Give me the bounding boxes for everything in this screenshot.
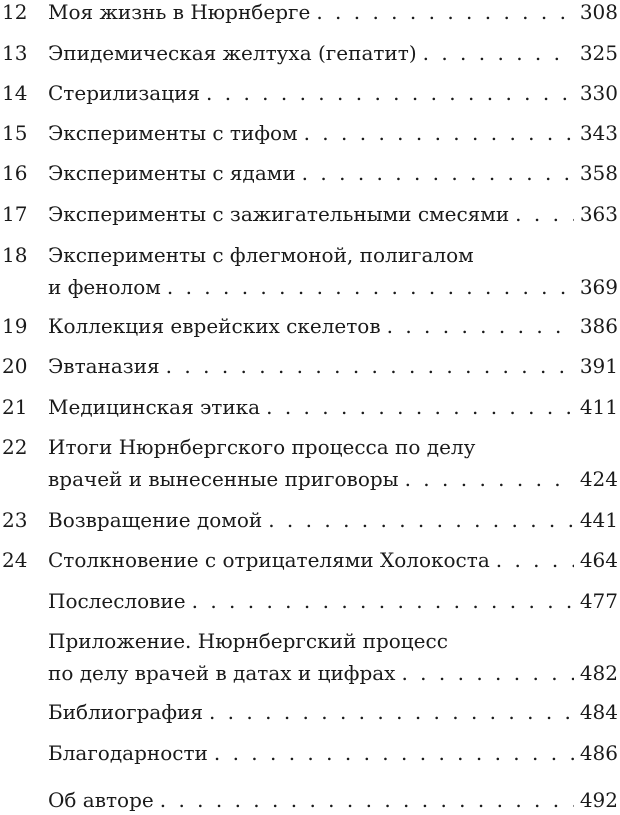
- entry-title: Эксперименты с тифом: [48, 121, 298, 145]
- dot-leader: [192, 586, 574, 616]
- toc-entry[interactable]: [0, 311, 620, 341]
- entry-title: Возвращение домой: [48, 508, 263, 532]
- toc-entry[interactable]: [0, 626, 620, 688]
- page-number: 325: [579, 41, 618, 65]
- toc-entry[interactable]: [0, 392, 620, 422]
- chapter-number: 22: [2, 435, 28, 459]
- dot-leader: [316, 0, 574, 27]
- chapter-number: 19: [2, 314, 28, 338]
- page-number: 492: [579, 788, 618, 812]
- entry-leader-line: [48, 118, 618, 148]
- entry-title-line: Эксперименты с флегмоной, полигалом: [48, 243, 474, 267]
- chapter-number: 14: [2, 81, 28, 105]
- toc-entry[interactable]: [0, 505, 620, 535]
- entry-title: Библиография: [48, 700, 203, 724]
- dot-leader: [304, 118, 574, 148]
- entry-title-line: Итоги Нюрнбергского процесса по делу: [48, 435, 476, 459]
- dot-leader: [167, 272, 574, 302]
- dot-leader: [515, 199, 574, 229]
- dot-leader: [496, 545, 574, 575]
- chapter-number: 23: [2, 508, 28, 532]
- dot-leader: [401, 658, 573, 688]
- chapter-number: 15: [2, 121, 28, 145]
- toc-entry[interactable]: [0, 0, 620, 27]
- entry-title: Столкновение с отрицателями Холокоста: [48, 548, 490, 572]
- toc-entry[interactable]: [0, 199, 620, 229]
- toc-entry[interactable]: [0, 432, 620, 494]
- chapter-number: 13: [2, 41, 28, 65]
- entry-leader-line: [48, 272, 618, 302]
- toc-entry[interactable]: [0, 738, 620, 768]
- page-number: 484: [579, 700, 618, 724]
- entry-leader-line: [48, 658, 618, 688]
- page-number: 441: [579, 508, 618, 532]
- toc-entry[interactable]: [0, 586, 620, 616]
- page-number: 477: [579, 589, 618, 613]
- chapter-number: 18: [2, 243, 28, 267]
- toc-entry[interactable]: [0, 78, 620, 108]
- page-number: 369: [579, 275, 618, 299]
- entry-leader-line: [48, 697, 618, 727]
- page-number: 330: [579, 81, 618, 105]
- entry-title: Об авторе: [48, 788, 154, 812]
- entry-title: Благодарности: [48, 741, 208, 765]
- toc-entry[interactable]: [0, 697, 620, 727]
- entry-title: Эксперименты с зажигательными смесями: [48, 202, 510, 226]
- entry-title: Эпидемическая желтуха (гепатит): [48, 41, 417, 65]
- chapter-number: 20: [2, 354, 28, 378]
- entry-leader-line: [48, 505, 618, 535]
- entry-title: Эвтаназия: [48, 354, 160, 378]
- entry-leader-line: [48, 586, 618, 616]
- toc-entry[interactable]: [0, 545, 620, 575]
- page-number: 308: [579, 0, 618, 24]
- page-number: 363: [579, 202, 618, 226]
- dot-leader: [266, 392, 574, 422]
- chapter-number: 21: [2, 395, 28, 419]
- chapter-number: 17: [2, 202, 28, 226]
- page-number: 482: [579, 661, 618, 685]
- dot-leader: [423, 38, 574, 68]
- toc-entry[interactable]: [0, 351, 620, 381]
- entry-title-line: Приложение. Нюрнбергский процесс: [48, 629, 448, 653]
- page-number: 411: [579, 395, 618, 419]
- entry-title: Медицинская этика: [48, 395, 261, 419]
- entry-leader-line: [48, 392, 618, 422]
- entry-leader-line: [48, 545, 618, 575]
- entry-title: Моя жизнь в Нюрнберге: [48, 0, 311, 24]
- page-number: 386: [579, 314, 618, 338]
- dot-leader: [160, 785, 574, 815]
- toc-entry[interactable]: [0, 240, 620, 302]
- entry-title: и фенолом: [48, 275, 161, 299]
- page-number: 358: [579, 161, 618, 185]
- toc-entry[interactable]: [0, 38, 620, 68]
- entry-title: врачей и вынесенные приговоры: [48, 467, 399, 491]
- dot-leader: [268, 505, 574, 535]
- entry-title: Послесловие: [48, 589, 186, 613]
- entry-title: Эксперименты с ядами: [48, 161, 296, 185]
- entry-leader-line: [48, 311, 618, 341]
- dot-leader: [387, 311, 574, 341]
- entry-leader-line: [48, 351, 618, 381]
- toc-entry[interactable]: [0, 785, 620, 815]
- page-number: 343: [579, 121, 618, 145]
- entry-leader-line: [48, 464, 618, 494]
- page-number: 391: [579, 354, 618, 378]
- entry-title: Коллекция еврейских скелетов: [48, 314, 381, 338]
- entry-leader-line: [48, 78, 618, 108]
- chapter-number: 24: [2, 548, 28, 572]
- dot-leader: [209, 697, 574, 727]
- page-number: 464: [579, 548, 618, 572]
- entry-leader-line: [48, 199, 618, 229]
- entry-title: Стерилизация: [48, 81, 201, 105]
- entry-title: по делу врачей в датах и цифрах: [48, 661, 396, 685]
- entry-leader-line: [48, 785, 618, 815]
- chapter-number: 12: [2, 0, 28, 24]
- entry-leader-line: [48, 0, 618, 27]
- page-number: 486: [579, 741, 618, 765]
- dot-leader: [214, 738, 574, 768]
- chapter-number: 16: [2, 161, 28, 185]
- dot-leader: [166, 351, 574, 381]
- entry-leader-line: [48, 158, 618, 188]
- entry-leader-line: [48, 738, 618, 768]
- dot-leader: [206, 78, 574, 108]
- entry-leader-line: [48, 38, 618, 68]
- toc-entry[interactable]: [0, 118, 620, 148]
- dot-leader: [302, 158, 574, 188]
- dot-leader: [405, 464, 574, 494]
- toc-entry[interactable]: [0, 158, 620, 188]
- page-number: 424: [579, 467, 618, 491]
